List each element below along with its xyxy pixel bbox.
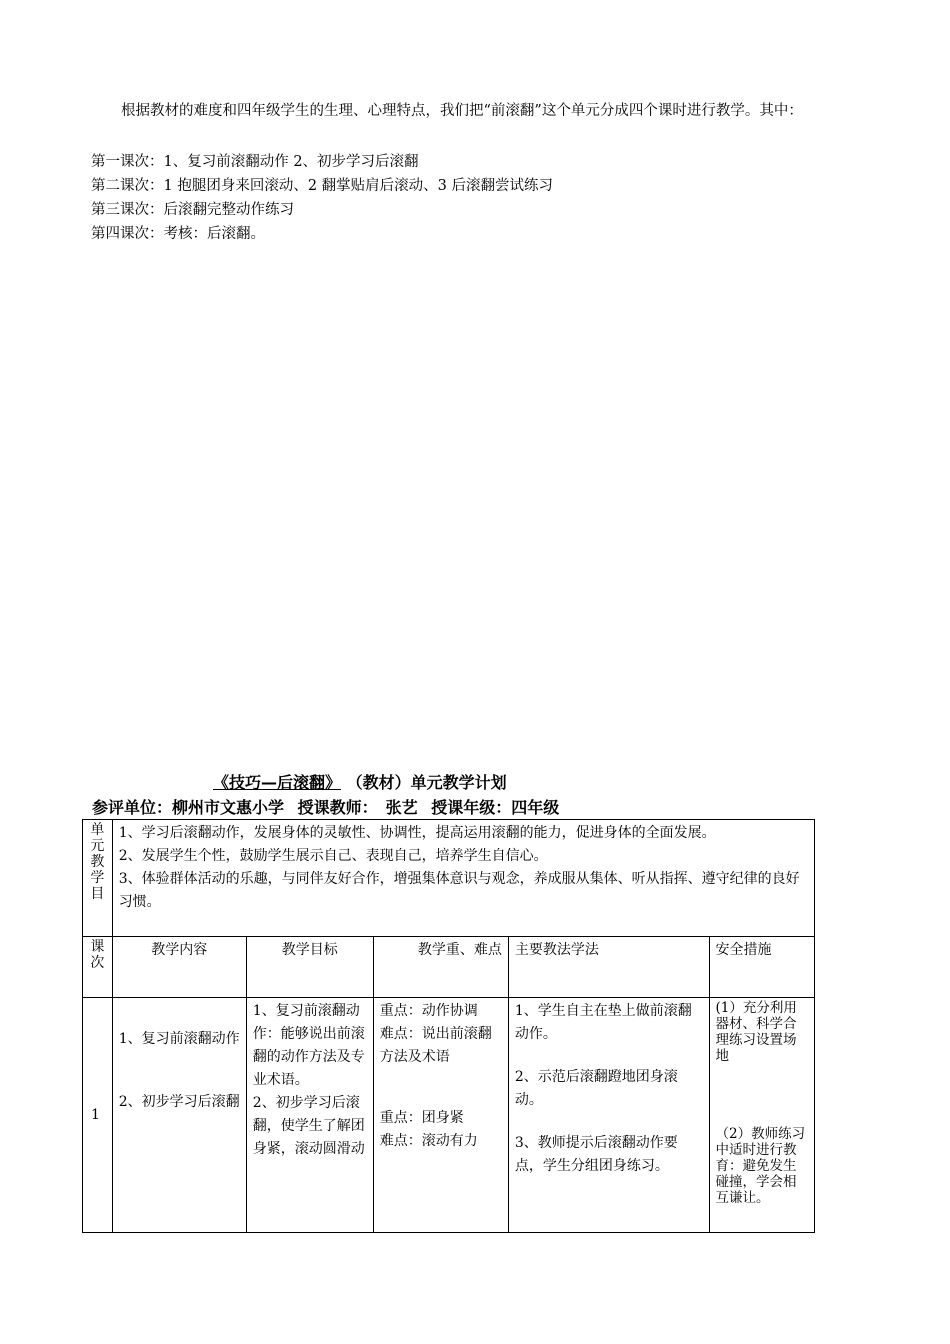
method-c: 3、教师提示后滚翻动作要点，学生分组团身练习。 [514, 1135, 678, 1174]
key-a1: 重点：动作协调 [379, 1003, 478, 1019]
plan-subtitle [92, 795, 567, 818]
plan-title-underlined: 《技巧—后滚翻》 [213, 773, 342, 792]
content-b: 2、初步学习后滚翻 [118, 1094, 240, 1110]
objective-3: 3、体验群体活动的乐趣，与同伴友好合作，增强集体意识与观念，养成服从集体、听从指挥、遵守纪律的良好习惯。 [118, 871, 800, 910]
header-lesson-char: 课 [90, 939, 105, 955]
objective-header-char: 元 [90, 838, 105, 854]
header-lesson [83, 937, 113, 998]
unit-label: 参评单位：柳州市文惠小学 [92, 798, 285, 817]
header-goal: 教学目标 [246, 937, 373, 998]
header-safety: 安全措施 [709, 937, 814, 998]
objective-header-char: 教 [90, 854, 105, 870]
grade-label: 授课年级：四年级 [431, 798, 560, 817]
row-safety [709, 998, 814, 1233]
lesson-3: 第三课次：后滚翻完整动作练习 [91, 202, 294, 218]
goal-a: 1、复习前滚翻动作：能够说出前滚翻的动作方法及专业术语。 [252, 1003, 365, 1088]
header-method: 主要教法学法 [508, 937, 709, 998]
objectives-row [83, 820, 815, 937]
safety-a: (1）充分利用器材、科学合理练习设置场地 [715, 1000, 797, 1064]
objective-2: 2、发展学生个性，鼓励学生展示自己、表现自己，培养学生自信心。 [118, 848, 548, 864]
method-a: 1、学生自主在垫上做前滚翻动作。 [514, 1003, 692, 1042]
objective-header-char: 目 [90, 886, 105, 902]
header-lesson-char: 次 [90, 955, 105, 971]
key-b2: 难点：滚动有力 [379, 1133, 478, 1149]
safety-b: （2）教师练习中适时进行教育：避免发生碰撞，学会相互谦让。 [715, 1126, 806, 1206]
row-goal [246, 998, 373, 1233]
row-key [373, 998, 508, 1233]
header-row [83, 937, 815, 998]
content-a: 1、复习前滚翻动作 [118, 1031, 240, 1047]
teaching-plan-table [82, 819, 815, 1233]
method-b: 2、示范后滚翻蹬地团身滚动。 [514, 1069, 678, 1108]
intro-section [91, 99, 871, 246]
plan-title-rest: （教材）单元教学计划 [346, 773, 507, 792]
header-content: 教学内容 [112, 937, 246, 998]
lesson-2: 第二课次：1 抱腿团身来回滚动、2 翻掌贴肩后滚动、3 后滚翻尝试练习 [91, 178, 554, 194]
key-b1: 重点：团身紧 [379, 1110, 464, 1126]
plan-title [213, 770, 507, 793]
header-key: 教学重、难点 [373, 937, 508, 998]
objective-header-char: 单 [90, 822, 105, 838]
objectives-cell [112, 820, 814, 937]
row-content [112, 998, 246, 1233]
objective-header-cell [83, 820, 113, 937]
objective-1: 1、学习后滚翻动作，发展身体的灵敏性、协调性，提高运用滚翻的能力，促进身体的全面发展。 [118, 825, 716, 841]
intro-paragraph: 根据教材的难度和四年级学生的生理、心理特点，我们把“前滚翻”这个单元分成四个课时进行教学。其中： [121, 103, 803, 119]
lesson-4: 第四课次：考核：后滚翻。 [91, 226, 265, 242]
table-row [83, 998, 815, 1233]
key-a2: 难点：说出前滚翻方法及术语 [379, 1026, 492, 1065]
lesson-1: 第一课次：1、复习前滚翻动作 2、初步学习后滚翻 [91, 154, 419, 170]
row-method [508, 998, 709, 1233]
row-num: 1 [83, 998, 113, 1233]
teacher-label: 授课教师： 张艺 [297, 798, 418, 817]
goal-b: 2、初步学习后滚翻，使学生了解团身紧，滚动圆滑动 [252, 1095, 365, 1157]
objective-header-char: 学 [90, 870, 105, 886]
